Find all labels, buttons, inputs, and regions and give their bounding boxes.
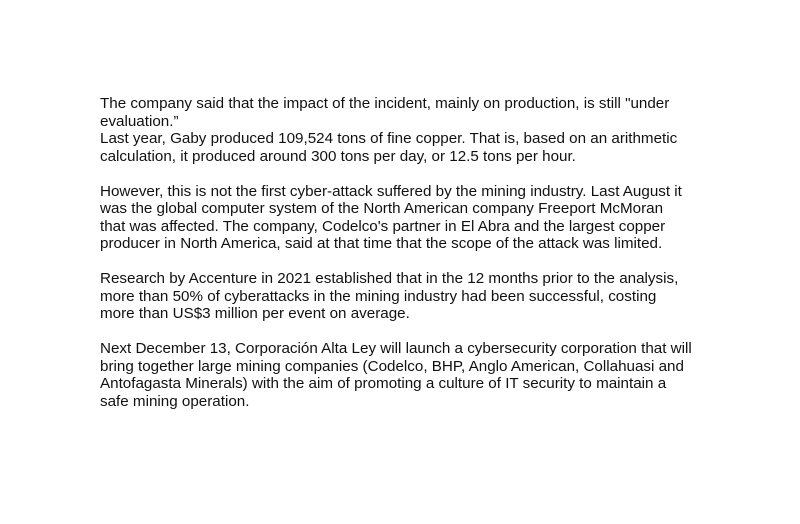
paragraph-previous-attack: [100, 183, 720, 253]
paragraph-cybersecurity-corporation: [100, 340, 720, 410]
text-line: Research by Accenture in 2021 established that in the 12 months prior to the analysis,: [100, 270, 679, 287]
text-line: Next December 13, Corporación Alta Ley will launch a cybersecurity corporation that will: [100, 340, 692, 357]
text-line: was the global computer system of the North American company Freeport McMoran: [100, 200, 664, 217]
text-line: evaluation.”: [100, 112, 179, 130]
text-line: Last year, Gaby produced 109,524 tons of fine copper. That is, based on an arithmetic: [100, 130, 678, 147]
paragraph-production-impact: [100, 95, 720, 165]
text-line: safe mining operation.: [100, 392, 250, 410]
text-line: However, this is not the first cyber-attack suffered by the mining industry. Last August it: [100, 182, 682, 200]
article-body: [100, 95, 720, 428]
text-line: more than US$3 million per event on average.: [100, 305, 410, 322]
text-line: calculation, it produced around 300 tons per day, or 12.5 tons per hour.: [100, 147, 576, 165]
text-line: The company said that the impact of the incident, mainly on production, is still "under: [100, 95, 670, 112]
paragraph-accenture-research: [100, 270, 720, 323]
text-line: bring together large mining companies (Codelco, BHP, Anglo American, Collahuasi and: [100, 357, 684, 375]
text-line: more than 50% of cyberattacks in the mining industry had been successful, costing: [100, 287, 657, 305]
text-line: producer in North America, said at that time that the scope of the attack was limited.: [100, 235, 663, 252]
text-line: Antofagasta Minerals) with the aim of promoting a culture of IT security to maintain a: [100, 375, 667, 392]
text-line: that was affected. The company, Codelco's partner in El Abra and the largest copper: [100, 217, 666, 235]
